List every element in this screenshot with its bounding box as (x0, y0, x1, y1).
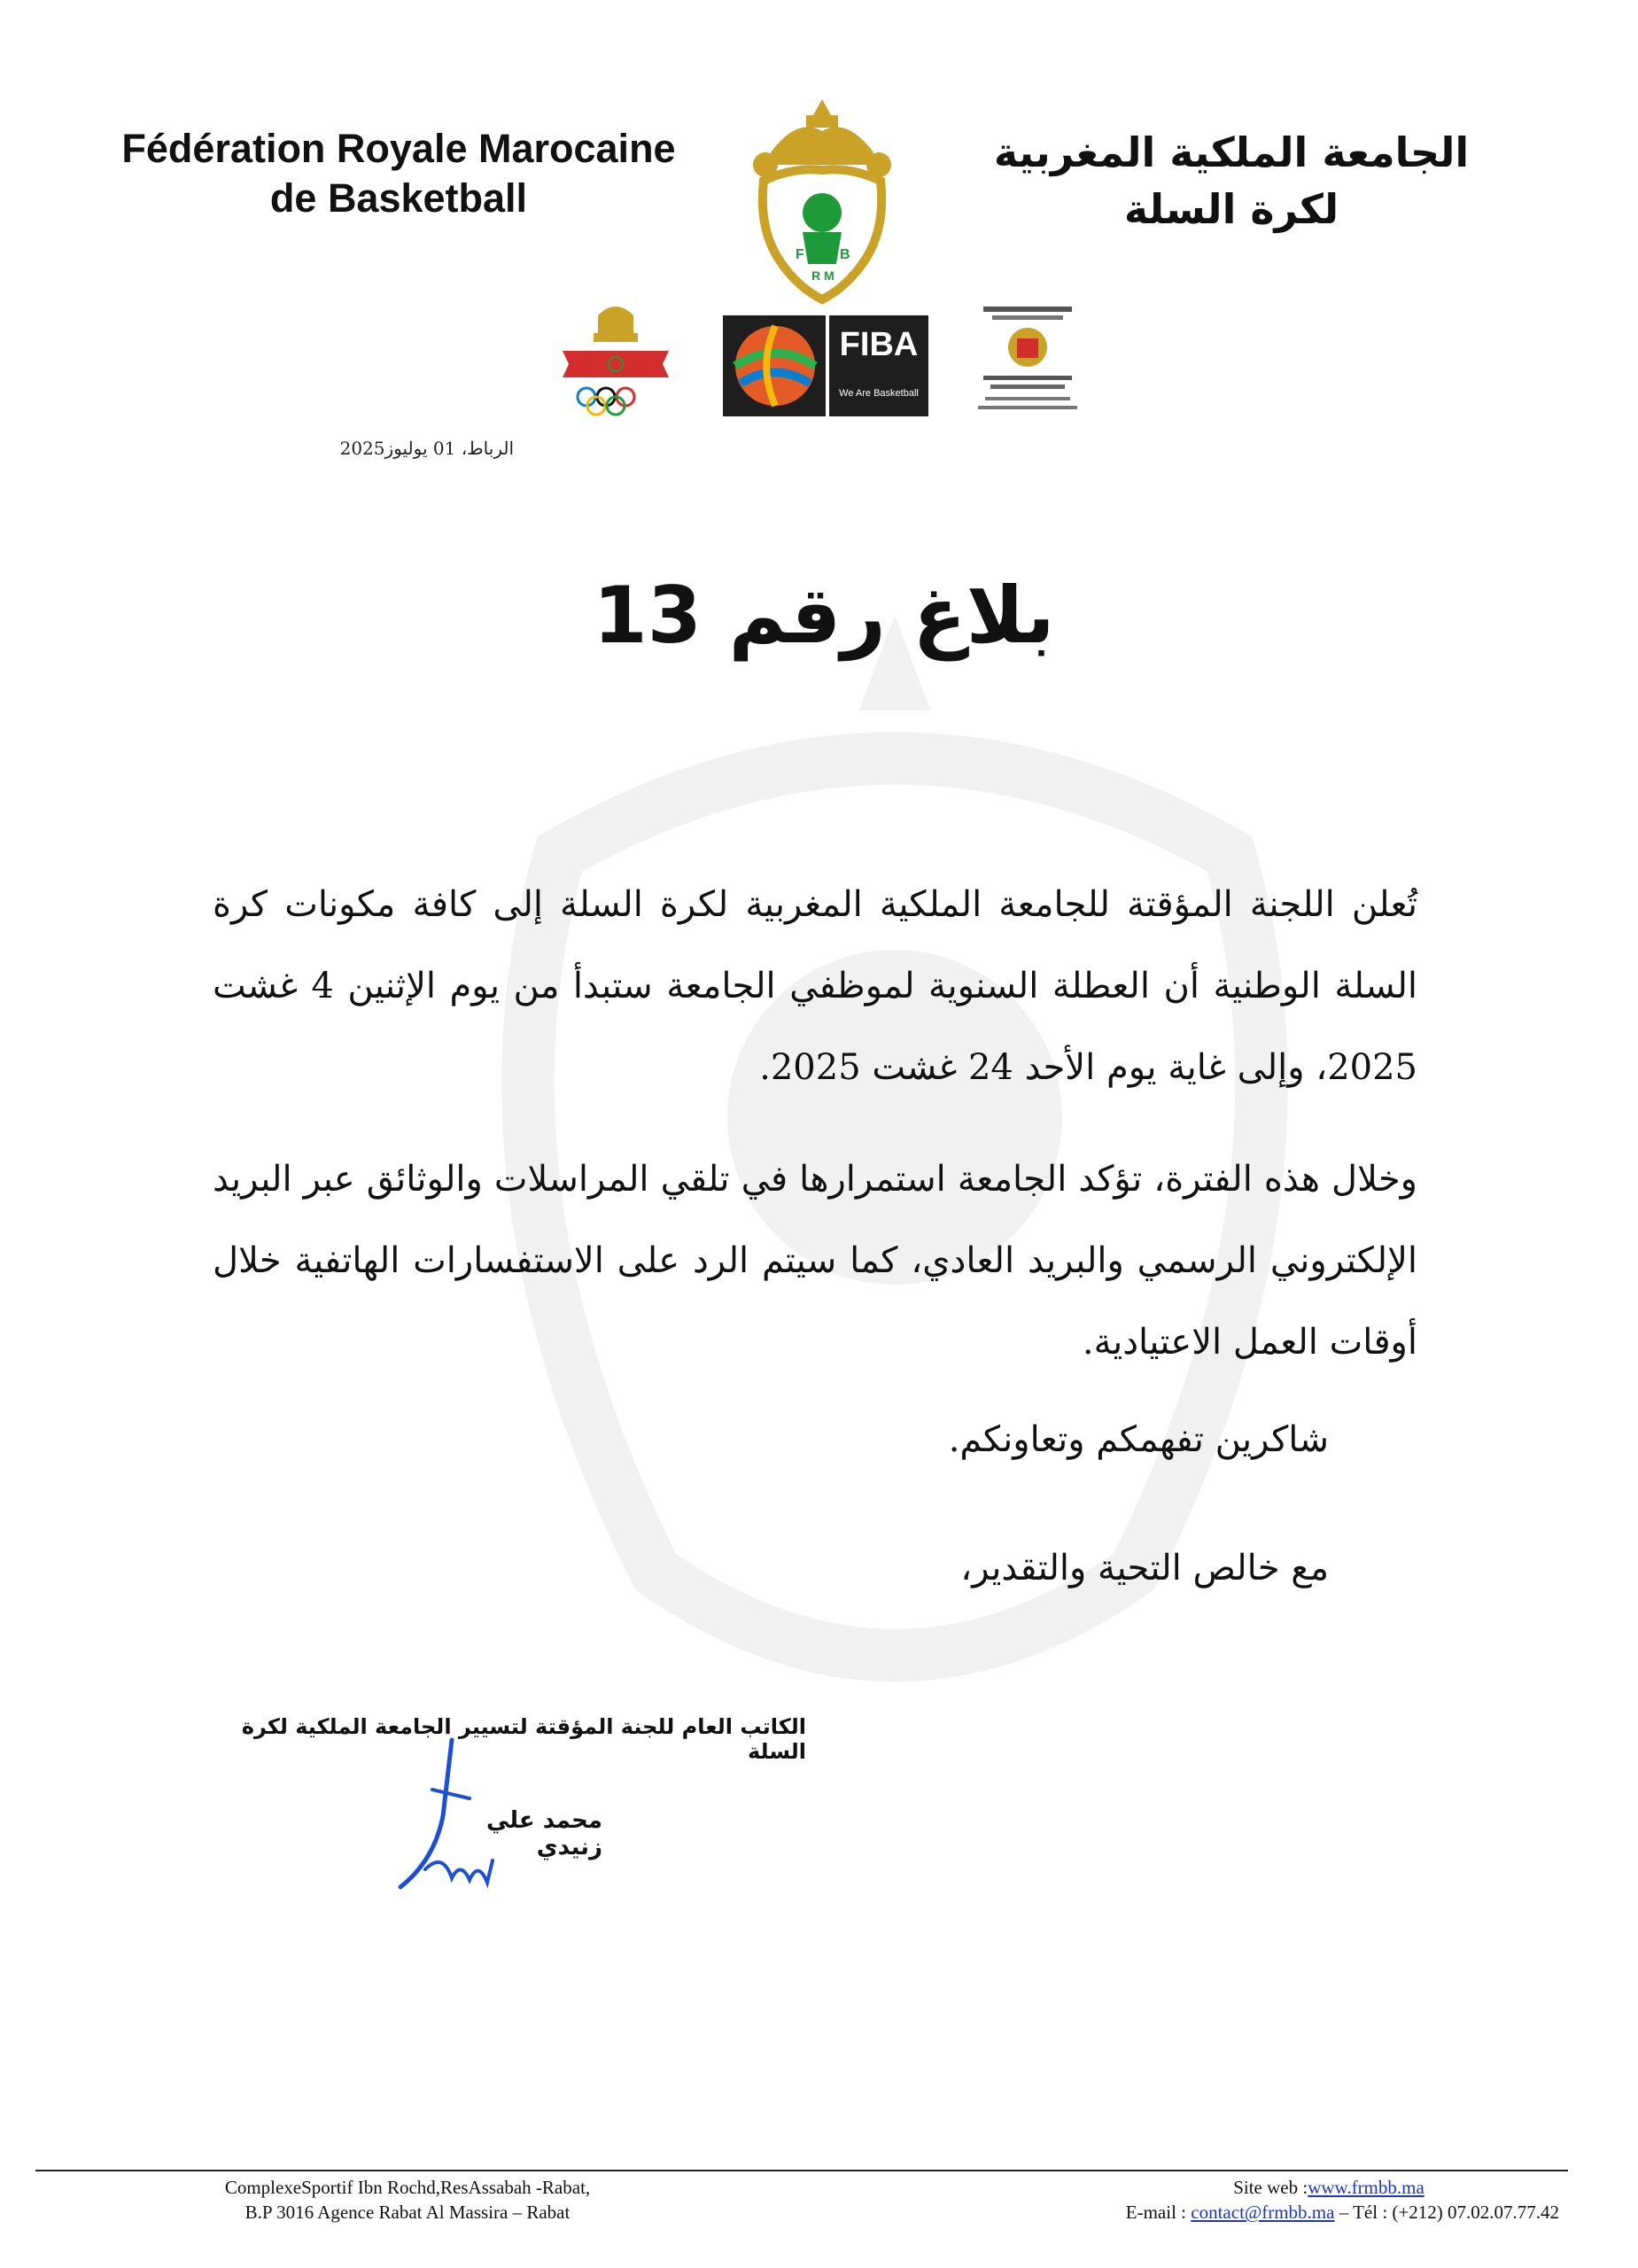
fiba-tagline: We Are Basketball (839, 388, 919, 399)
olympic-committee-logo (558, 298, 673, 422)
header-arabic-title (966, 124, 1497, 237)
header-arabic-line2: لكرة السلة (1123, 185, 1339, 233)
footer-email-line (939, 2200, 1559, 2225)
body-paragraph-2: وخلال هذه الفترة، تؤكد الجامعة استمرارها في تلقي المراسلات والوثائق عبر البريد الإلكتروني الرسمي والبريد العادي، كما سيتم الرد على الاستفسارات الهاتفية خلال أوقات العمل الاعتيادية. (213, 1159, 1417, 1363)
fiba-ball-icon (730, 322, 820, 409)
phone-text: – Tél : (+212) 07.02.07.77.42 (1339, 2202, 1559, 2223)
communique-title: بلاغ رقم 13 (593, 570, 1055, 661)
header-french-title (97, 124, 700, 223)
footer-address-line1: ComplexeSportif Ibn Rochd,ResAssabah -Rabat, (224, 2177, 591, 2198)
fiba-wordmark: FIBA (839, 326, 919, 363)
svg-text:B: B (840, 247, 850, 262)
signatory-name: محمد علي زنيدي (485, 1807, 602, 1860)
footer-website-line (939, 2175, 1559, 2200)
email-link[interactable]: contact@frmbb.ma (1191, 2202, 1335, 2223)
footer-divider (35, 2170, 1568, 2171)
header-french-line1: Fédération Royale Marocaine (121, 126, 676, 171)
header-french-line2: de Basketball (269, 175, 528, 221)
footer-contact (939, 2175, 1559, 2225)
footer-address-line2: B.P 3016 Agence Rabat Al Massira – Rabat (245, 2202, 571, 2223)
svg-text:F: F (796, 247, 804, 262)
svg-text:R M: R M (811, 268, 835, 283)
fiba-logo (723, 315, 928, 416)
thanks-line: شاكرين تفهمكم وتعاونكم. (948, 1419, 1329, 1460)
email-label: E-mail : (1125, 2202, 1187, 2223)
signatory-title: الكاتب العام للجنة المؤقتة لتسيير الجامعة الملكية لكرة السلة (241, 1714, 806, 1764)
header-arabic-line1: الجامعة الملكية المغربية (993, 128, 1470, 176)
footer-address (159, 2175, 656, 2225)
ministry-emblem-logo (966, 301, 1090, 425)
website-label: Site web : (1233, 2177, 1308, 2198)
closing-line: مع خالص التحية والتقدير، (960, 1548, 1329, 1588)
frmb-crest-logo (744, 96, 900, 305)
document-date: الرباط، 01 يوليوز2025 (339, 438, 514, 459)
body-paragraph-1: تُعلن اللجنة المؤقتة للجامعة الملكية المغربية لكرة السلة إلى كافة مكونات كرة السلة الوطنية أن العطلة السنوية لموظفي الجامعة ستبدأ من يوم الإثنين 4 غشت 2025، وإلى غاية يوم الأحد 24 غشت 2025. (213, 884, 1417, 1088)
website-link[interactable]: www.frmbb.ma (1308, 2177, 1425, 2198)
